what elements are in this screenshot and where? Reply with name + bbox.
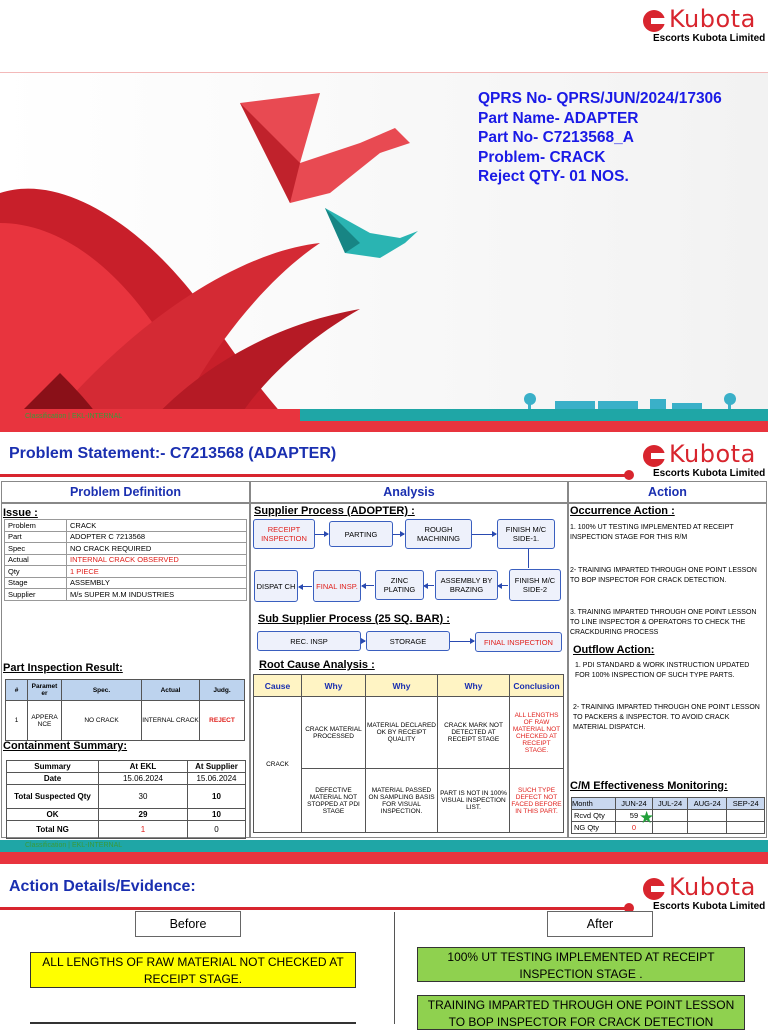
eff-header: AUG-24 xyxy=(688,798,727,810)
kubota-logo-3 xyxy=(643,873,768,918)
kubota-logo-2 xyxy=(643,440,768,485)
before-after-separator xyxy=(394,912,395,1024)
cont-header: At EKL xyxy=(99,761,188,773)
cont-header: At Supplier xyxy=(188,761,246,773)
cover-reject-qty: Reject QTY- 01 NOS. xyxy=(478,168,629,185)
issue-key: Part xyxy=(5,531,67,543)
cont-header: Summary xyxy=(7,761,99,773)
process-step-zinc-plating: ZINC PLATING xyxy=(375,570,424,600)
logo-subtitle: Escorts Kubota Limited xyxy=(653,468,766,479)
arrow-icon xyxy=(472,534,496,535)
rca-cell: MATERIAL DECLARED OK BY RECEIPT QUALITY xyxy=(366,697,438,769)
rca-cell: DEFECTIVE MATERIAL NOT STOPPED AT PDI STAGE xyxy=(302,769,366,833)
cont-cell: 1 xyxy=(99,821,188,839)
issue-row xyxy=(5,577,247,589)
cont-label: OK xyxy=(7,809,99,821)
cont-label: Date xyxy=(7,773,99,785)
slide2-divider xyxy=(0,474,630,477)
slide2-footer-red xyxy=(0,852,768,864)
pir-cell: NO CRACK xyxy=(62,701,142,741)
containment-heading: Containment Summary: xyxy=(3,740,128,752)
issue-value: CRACK xyxy=(67,520,247,532)
process-step-final-insp: FINAL INSP. xyxy=(313,570,361,602)
issue-value: ASSEMBLY xyxy=(67,577,247,589)
issue-key: Spec xyxy=(5,543,67,555)
occurrence-item: 3. TRAINING IMPARTED THROUGH ONE POINT LESSON TO LINE INSPECTOR & OPERATORS TO CHECK THE CRACKDURING PROCESS xyxy=(570,609,757,636)
rca-cell: CRACK MATERIAL PROCESSED xyxy=(302,697,366,769)
before-label: Before xyxy=(135,911,241,937)
process-step-rough-machining: ROUGH MACHINING xyxy=(405,519,472,549)
cover-slide xyxy=(0,72,768,432)
pir-judgement: REJECT xyxy=(200,701,245,741)
cover-info-block xyxy=(478,89,722,187)
cont-cell: 0 xyxy=(188,821,246,839)
eff-header: JUL-24 xyxy=(652,798,687,810)
kubota-mark-icon xyxy=(643,878,665,900)
cont-cell: 10 xyxy=(188,785,246,809)
process-step-receipt-inspection: RECEIPT INSPECTION xyxy=(253,519,315,549)
issue-key: Qty xyxy=(5,566,67,578)
eff-label: NG Qty xyxy=(572,822,616,834)
eff-cell xyxy=(652,810,687,822)
outflow-heading: Outflow Action: xyxy=(573,644,655,656)
rca-cause: CRACK xyxy=(254,697,302,833)
cont-cell: 30 xyxy=(99,785,188,809)
slide2-title: Problem Statement:- C7213568 (ADAPTER) xyxy=(9,445,337,462)
rca-header: Conclusion xyxy=(510,675,564,697)
issue-value: INTERNAL CRACK OBSERVED xyxy=(67,554,247,566)
rca-header: Cause xyxy=(254,675,302,697)
logo-brand: Kubota xyxy=(669,440,756,468)
issue-row xyxy=(5,520,247,532)
arrow-icon xyxy=(450,641,474,642)
pir-header: Spec. xyxy=(62,680,142,701)
arrow-icon xyxy=(424,585,434,586)
issue-row xyxy=(5,589,247,601)
effectiveness-heading: C/M Effectiveness Monitoring: xyxy=(570,780,728,792)
issue-value: NO CRACK REQUIRED xyxy=(67,543,247,555)
kubota-logo xyxy=(643,5,768,50)
eff-cell xyxy=(688,822,727,834)
issue-key: Supplier xyxy=(5,589,67,601)
pir-header: Actual xyxy=(142,680,200,701)
rca-heading: Root Cause Analysis : xyxy=(259,659,375,671)
cont-cell: 10 xyxy=(188,809,246,821)
eff-header: Month xyxy=(572,798,616,810)
slide3-divider xyxy=(0,907,630,910)
outflow-item: 2- TRAINING IMPARTED THROUGH ONE POINT LESSON TO PACKERS & INSPECTOR. TO AVOID CRACK MATERIAL DISPATCH. xyxy=(573,704,760,731)
divider-dot-icon xyxy=(624,470,634,480)
eff-label: Rcvd Qty xyxy=(572,810,616,822)
cover-problem: Problem- CRACK xyxy=(478,148,606,166)
rca-conclusion: ALL LENGTHS OF RAW MATERIAL NOT CHECKED AT RECEIPT STAGE. xyxy=(510,697,564,769)
cont-label: Total Suspected Qty xyxy=(7,785,99,809)
logo-subtitle: Escorts Kubota Limited xyxy=(653,33,766,44)
rca-header: Why xyxy=(366,675,438,697)
occurrence-heading: Occurrence Action : xyxy=(570,505,675,517)
after-item: 100% UT TESTING IMPLEMENTED AT RECEIPT INSPECTION STAGE . xyxy=(417,947,745,982)
issue-heading: Issue : xyxy=(3,507,38,519)
containment-table xyxy=(6,760,246,839)
pir-header: Judg. xyxy=(200,680,245,701)
rca-conclusion: SUCH TYPE DEFECT NOT FACED BEFORE IN THIS PART. xyxy=(510,769,564,833)
process-step-finish-mc-side-1: FINISH M/C SIDE-1. xyxy=(497,519,555,549)
sub-step-rec-insp: REC. INSP xyxy=(257,631,361,651)
rca-cell: MATERIAL PASSED ON SAMPLING BASIS FOR VISUAL INSPECTION. xyxy=(366,769,438,833)
issue-key: Stage xyxy=(5,577,67,589)
eff-cell xyxy=(652,822,687,834)
rca-table xyxy=(253,674,564,833)
cont-cell: 15.06.2024 xyxy=(188,773,246,785)
eff-header: JUN-24 xyxy=(616,798,653,810)
pir-header: Paramet er xyxy=(28,680,62,701)
section-problem-definition: Problem Definition xyxy=(1,481,250,503)
logo-brand: Kubota xyxy=(669,5,756,33)
cover-classification: Classification | EKL-INTERNAL xyxy=(25,413,123,420)
sub-step-final-inspection: FINAL INSPECTION xyxy=(475,632,562,652)
arrow-icon xyxy=(362,585,374,586)
arrow-icon xyxy=(299,586,312,587)
eff-cell xyxy=(727,822,765,834)
inspection-table xyxy=(5,679,245,741)
eff-cell xyxy=(688,810,727,822)
inspection-heading: Part Inspection Result: xyxy=(3,662,123,674)
cont-cell: 15.06.2024 xyxy=(99,773,188,785)
cover-part-name: Part Name- ADAPTER xyxy=(478,109,639,127)
rca-cell: CRACK MARK NOT DETECTED AT RECEIPT STAGE xyxy=(438,697,510,769)
rca-header: Why xyxy=(302,675,366,697)
sub-supplier-heading: Sub Supplier Process (25 SQ. BAR) : xyxy=(258,613,450,625)
arrow-icon xyxy=(498,585,508,586)
process-step-dispatch: DISPAT CH xyxy=(254,570,298,602)
eff-cell: 0 xyxy=(616,822,653,834)
issue-row xyxy=(5,543,247,555)
process-step-finish-mc-side-2: FINISH M/C SIDE-2 xyxy=(509,569,561,601)
issue-key: Actual xyxy=(5,554,67,566)
process-step-parting: PARTING xyxy=(329,521,393,547)
pir-header: # xyxy=(6,680,28,701)
section-action: Action xyxy=(568,481,767,503)
effectiveness-table xyxy=(571,797,765,834)
after-item: TRAINING IMPARTED THROUGH ONE POINT LESSON TO BOP INSPECTOR FOR CRACK DETECTION xyxy=(417,995,745,1030)
pir-cell: APPERA NCE xyxy=(28,701,62,741)
before-item: ALL LENGTHS OF RAW MATERIAL NOT CHECKED AT RECEIPT STAGE. xyxy=(30,952,356,988)
eff-cell xyxy=(727,810,765,822)
rca-cell: PART IS NOT IN 100% VISUAL INSPECTION LIST. xyxy=(438,769,510,833)
sub-step-storage: STORAGE xyxy=(366,631,450,651)
arrow-icon xyxy=(315,534,328,535)
cont-cell: 29 xyxy=(99,809,188,821)
process-step-assembly-brazing: ASSEMBLY BY BRAZING xyxy=(435,570,498,600)
pir-cell: 1 xyxy=(6,701,28,741)
arrow-down-connector xyxy=(528,549,529,568)
logo-brand: Kubota xyxy=(669,873,756,901)
slide2-classification: Classification | EKL-INTERNAL xyxy=(25,842,123,849)
slide3-title: Action Details/Evidence: xyxy=(9,878,196,895)
issue-value: M/s SUPER M.M INDUSTRIES xyxy=(67,589,247,601)
cover-part-no: Part No- C7213568_A xyxy=(478,129,634,146)
eff-cell: 59 xyxy=(616,810,653,822)
arrow-icon xyxy=(361,641,365,642)
pir-cell: INTERNAL CRACK xyxy=(142,701,200,741)
cover-qprs-no: QPRS No- QPRS/JUN/2024/17306 xyxy=(478,90,722,107)
issue-key: Problem xyxy=(5,520,67,532)
arrow-icon xyxy=(393,534,404,535)
issue-table xyxy=(4,519,247,601)
issue-value: ADOPTER C 7213568 xyxy=(67,531,247,543)
occurrence-item: 2- TRAINING IMPARTED THROUGH ONE POINT LESSON TO BOP INSPECTOR FOR CRACK DETECTION. xyxy=(570,567,757,584)
logo-subtitle: Escorts Kubota Limited xyxy=(653,901,766,912)
cont-label: Total NG xyxy=(7,821,99,839)
after-label: After xyxy=(547,911,653,937)
kubota-mark-icon xyxy=(643,445,665,467)
eff-header: SEP-24 xyxy=(727,798,765,810)
outflow-item: 1. PDI STANDARD & WORK INSTRUCTION UPDATED FOR 100% INSPECTION OF SUCH TYPE PARTS. xyxy=(575,662,750,679)
issue-row xyxy=(5,566,247,578)
occurrence-item: 1. 100% UT TESTING IMPLEMENTED AT RECEIPT INSPECTION STAGE FOR THIS R/M xyxy=(570,524,734,541)
issue-row xyxy=(5,531,247,543)
issue-value: 1 PIECE xyxy=(67,566,247,578)
issue-row xyxy=(5,554,247,566)
rca-header: Why xyxy=(438,675,510,697)
green-star-icon: ★ xyxy=(639,808,655,827)
section-analysis: Analysis xyxy=(250,481,568,503)
kubota-mark-icon xyxy=(643,10,665,32)
supplier-process-heading: Supplier Process (ADOPTER) : xyxy=(254,505,415,517)
